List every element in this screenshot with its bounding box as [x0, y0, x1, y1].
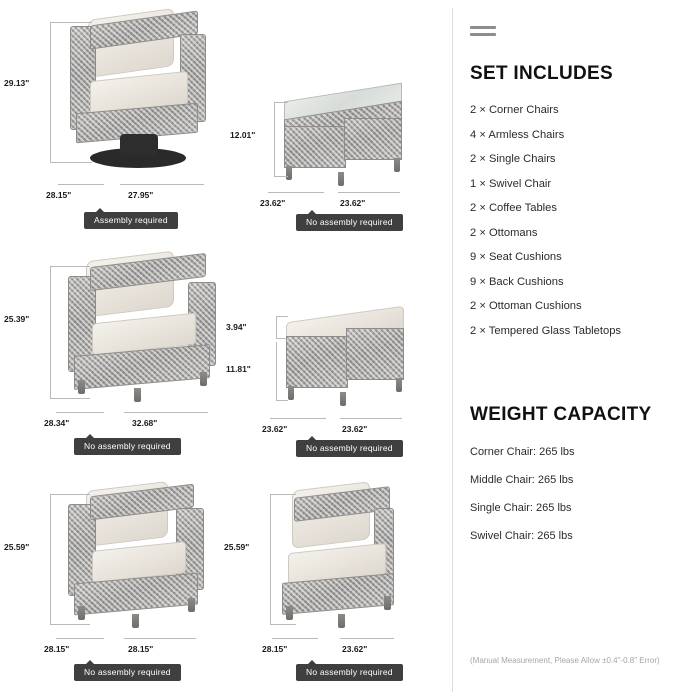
- list-item: Swivel Chair: 265 lbs: [470, 530, 573, 542]
- ottoman-leg-3: [396, 378, 402, 392]
- dim-depth: 28.15": [46, 190, 72, 200]
- chair-leg-3: [188, 598, 195, 612]
- height-guide-top: [274, 102, 288, 103]
- dim-cushion-height: 3.94": [226, 322, 247, 332]
- assembly-caption: [74, 664, 181, 681]
- width-guide: [338, 192, 400, 193]
- chair-leg-2: [132, 614, 139, 628]
- menu-icon[interactable]: [470, 26, 496, 40]
- height-guide-bottom: [274, 176, 288, 177]
- assembly-caption: [84, 212, 178, 229]
- table-side-left: [284, 126, 346, 168]
- list-item: 2 × Coffee Tables: [470, 202, 557, 214]
- product-ottoman: [226, 300, 448, 460]
- assembly-caption-text: No assembly required: [84, 441, 171, 451]
- assembly-caption: [296, 214, 403, 231]
- ottoman-leg-1: [288, 386, 294, 400]
- list-item: 2 × Ottomans: [470, 226, 538, 239]
- dim-depth: 28.15": [44, 644, 70, 654]
- dim-height: 25.59": [4, 542, 30, 552]
- list-item: 2 × Corner Chairs: [470, 104, 559, 116]
- list-item: 2 × Tempered Glass Tabletops: [470, 324, 622, 337]
- cushion-height-guide-top: [276, 316, 288, 317]
- ottoman-side-right: [346, 328, 404, 380]
- product-single-chair: [4, 478, 228, 678]
- dim-width: 28.15": [128, 644, 154, 654]
- height-guide-bottom: [270, 624, 296, 625]
- depth-guide: [272, 638, 318, 639]
- chair-leg-1: [78, 606, 85, 620]
- product-coffee-table: [230, 80, 448, 227]
- dim-height: 25.59": [224, 542, 250, 552]
- dim-height: 29.13": [4, 78, 30, 88]
- vertical-divider: [452, 8, 453, 692]
- chair-leg-3: [200, 372, 207, 386]
- height-guide: [50, 266, 51, 398]
- dim-depth: 23.62": [260, 198, 286, 208]
- list-item: Single Chair: 265 lbs: [470, 502, 572, 514]
- assembly-caption-text: No assembly required: [306, 443, 393, 453]
- height-guide-bottom: [50, 398, 90, 399]
- depth-guide: [56, 638, 104, 639]
- table-side-right: [344, 118, 402, 160]
- list-item: 1 × Swivel Chair: [470, 177, 552, 190]
- width-guide: [340, 638, 394, 639]
- assembly-caption: [296, 440, 403, 457]
- chair-leg-3: [384, 596, 391, 610]
- depth-guide: [268, 192, 324, 193]
- product-swivel-chair: [4, 8, 228, 225]
- dim-width: 23.62": [342, 424, 368, 434]
- assembly-caption-text: No assembly required: [306, 667, 393, 677]
- height-guide-bottom: [50, 162, 92, 163]
- height-guide: [50, 494, 51, 624]
- list-item: 2 × Single Chairs: [470, 153, 556, 165]
- depth-guide: [58, 184, 104, 185]
- list-item: Corner Chair: 265 lbs: [470, 446, 575, 458]
- width-guide: [124, 412, 208, 413]
- dim-width: 32.68": [132, 418, 158, 428]
- cushion-height-guide-bottom: [276, 338, 288, 339]
- list-item: Middle Chair: 265 lbs: [470, 474, 574, 486]
- table-leg-3: [394, 158, 400, 172]
- height-guide: [274, 102, 275, 176]
- dim-height: 12.01": [230, 130, 256, 140]
- height-guide-top: [270, 494, 296, 495]
- width-guide: [340, 418, 402, 419]
- list-item: 2 × Ottoman Cushions: [470, 300, 582, 312]
- info-panel: [470, 0, 700, 700]
- table-leg-1: [286, 166, 292, 180]
- dim-height: 11.81": [226, 364, 251, 374]
- product-corner-chair: [4, 248, 238, 458]
- table-leg-2: [338, 172, 344, 186]
- ottoman-side-left: [286, 336, 348, 388]
- dim-width: 23.62": [342, 644, 368, 654]
- product-armless-chair: [224, 478, 448, 678]
- chair-leg-2: [134, 388, 141, 402]
- height-guide-top: [50, 22, 92, 23]
- width-guide: [124, 638, 196, 639]
- height-guide-bottom: [50, 624, 90, 625]
- weight-capacity-list: [470, 438, 695, 550]
- dim-depth: 23.62": [262, 424, 288, 434]
- dim-depth: 28.15": [262, 644, 288, 654]
- depth-guide: [56, 412, 104, 413]
- set-includes-title: SET INCLUDES: [470, 63, 613, 84]
- list-item: 4 × Armless Chairs: [470, 128, 565, 141]
- assembly-caption: [74, 438, 181, 455]
- assembly-caption-text: No assembly required: [306, 217, 393, 227]
- assembly-caption: [296, 664, 403, 681]
- height-guide: [270, 494, 271, 624]
- cushion-height-guide: [276, 316, 277, 338]
- height-guide: [276, 342, 277, 400]
- assembly-caption-text: No assembly required: [84, 667, 171, 677]
- weight-capacity-title: WEIGHT CAPACITY: [470, 404, 652, 425]
- ottoman-leg-2: [340, 392, 346, 406]
- swivel-post: [120, 134, 158, 156]
- width-guide: [120, 184, 204, 185]
- dim-width: 23.62": [340, 198, 366, 208]
- list-item: 9 × Back Cushions: [470, 275, 564, 288]
- set-includes-list: [470, 98, 695, 343]
- chair-leg-1: [78, 380, 85, 394]
- height-guide-top: [50, 266, 90, 267]
- measurement-footnote: (Manual Measurement, Please Allow ±0.4"-0.8" Error): [470, 656, 660, 665]
- depth-guide: [270, 418, 326, 419]
- list-item: 9 × Seat Cushions: [470, 251, 562, 263]
- dim-depth: 28.34": [44, 418, 70, 428]
- height-guide-top: [50, 494, 90, 495]
- height-guide-bottom: [276, 400, 288, 401]
- height-guide: [50, 22, 51, 162]
- chair-leg-2: [338, 614, 345, 628]
- dim-width: 27.95": [128, 190, 154, 200]
- chair-leg-1: [286, 606, 293, 620]
- assembly-caption-text: Assembly required: [94, 215, 168, 225]
- dim-height: 25.39": [4, 314, 30, 324]
